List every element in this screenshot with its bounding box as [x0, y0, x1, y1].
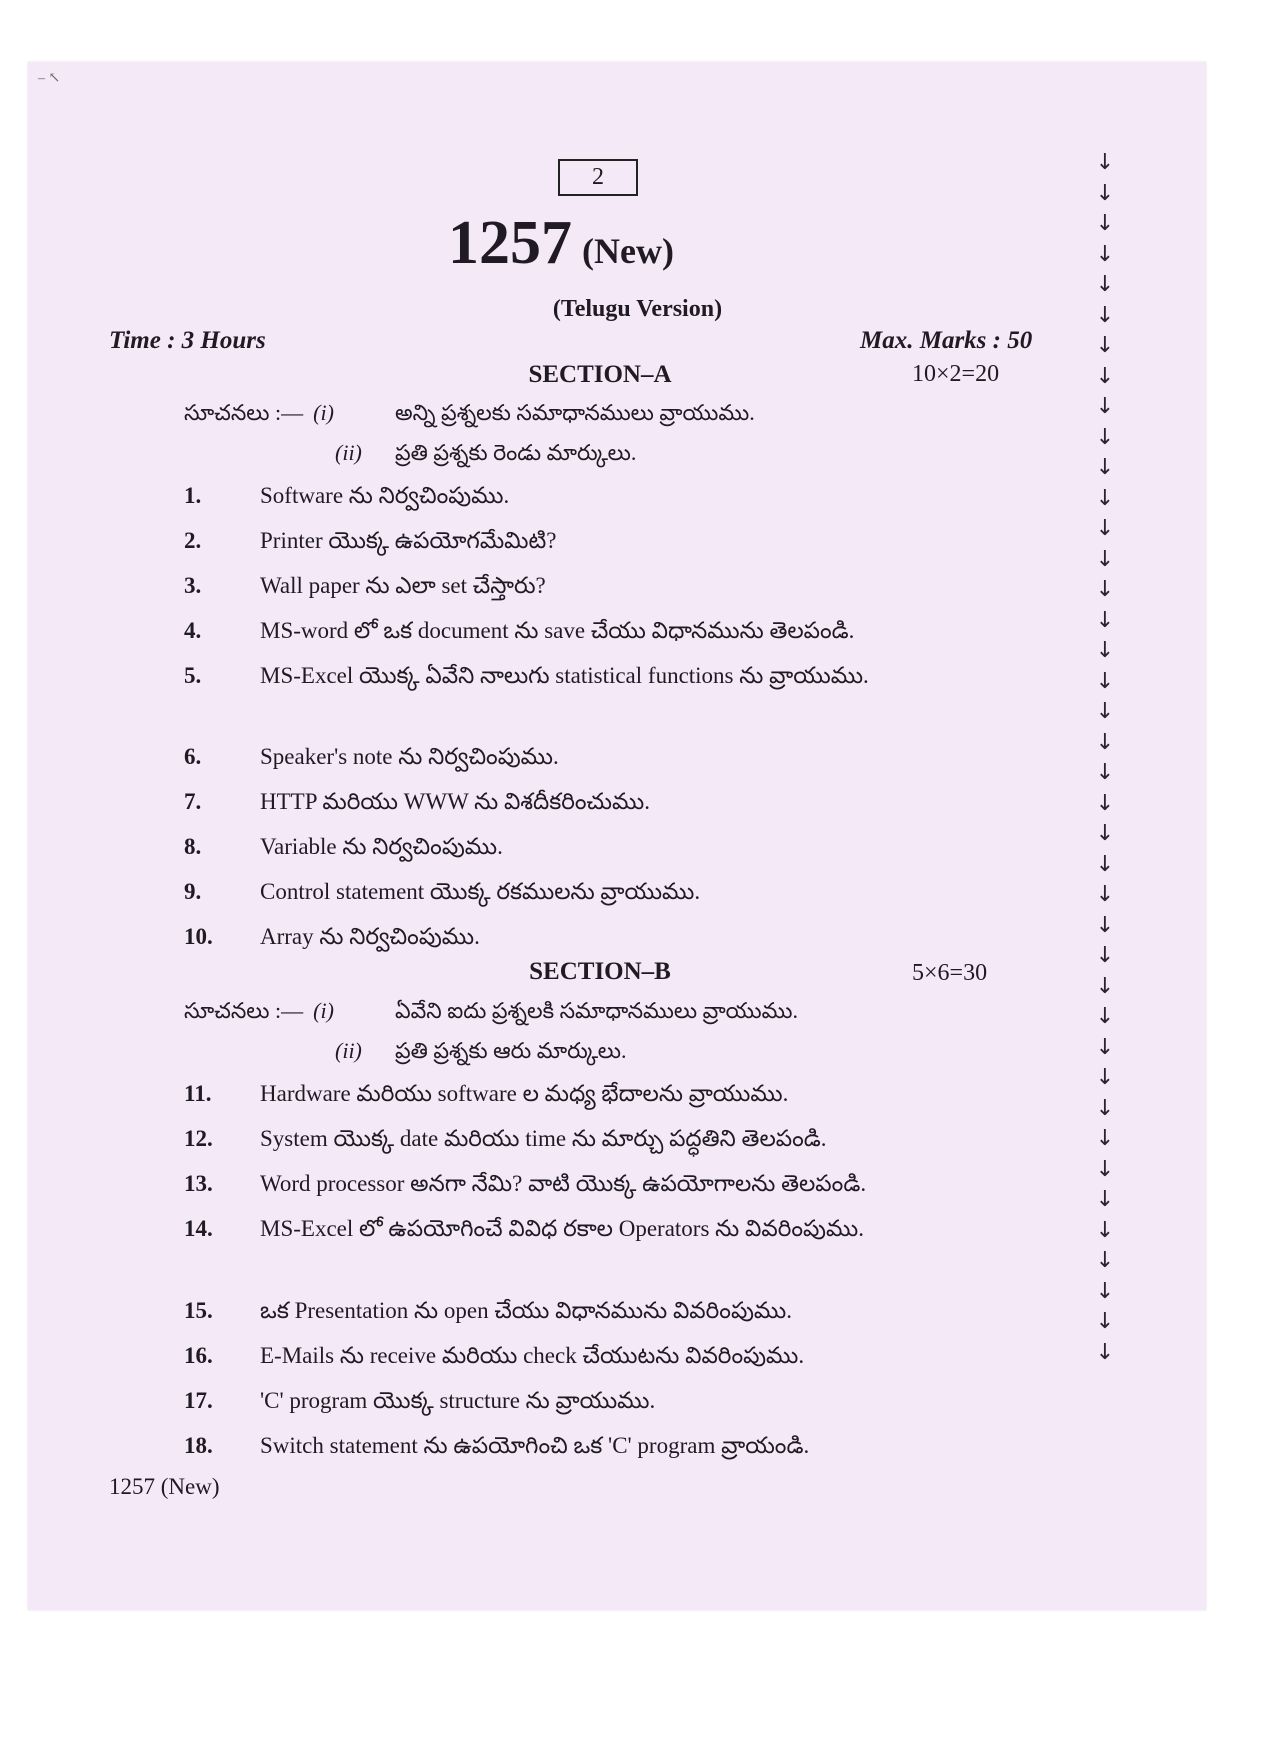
- margin-arrow-icon: ↓: [1095, 485, 1115, 511]
- note-text: అన్ని ప్రశ్నలకు సమాధానములు వ్రాయుము.: [395, 400, 755, 425]
- paper-code-heading: [448, 208, 674, 279]
- question-text: Variable ను నిర్వచింపుము.: [260, 834, 503, 859]
- margin-arrow-icon: ↓: [1095, 668, 1115, 694]
- time-label: Time : 3 Hours: [109, 327, 266, 354]
- question-text: ఒక Presentation ను open చేయు విధానమును వివరింపుము.: [260, 1298, 792, 1323]
- question-number: 10.: [184, 924, 213, 949]
- paper-code: 1257: [448, 209, 572, 277]
- margin-arrow-icon: ↓: [1095, 424, 1115, 450]
- note-text: ప్రతి ప్రశ్నకు ఆరు మార్కులు.: [395, 1038, 627, 1063]
- margin-arrow-icon: ↓: [1095, 241, 1115, 267]
- margin-arrow-icon: ↓: [1095, 150, 1115, 175]
- section-a-note: [184, 400, 334, 431]
- margin-arrow-icon: ↓: [1095, 1156, 1115, 1182]
- question-number: 9.: [184, 879, 202, 904]
- margin-arrow-icon: ↓: [1095, 882, 1115, 907]
- question-text: Software ను నిర్వచింపుము.: [260, 483, 510, 508]
- question-text: Switch statement ను ఉపయోగించి ఒక 'C' program వ్రాయండి.: [260, 1433, 810, 1458]
- margin-arrow-icon: ↓: [1095, 1095, 1115, 1121]
- question-number: 7.: [184, 789, 202, 814]
- margin-arrow-icon: ↓: [1095, 363, 1115, 389]
- question-number: 4.: [184, 618, 202, 643]
- question-number: 2.: [184, 528, 202, 553]
- note-roman: (ii): [335, 1038, 362, 1063]
- paper-code-suffix: (New): [582, 231, 674, 271]
- question-number: 16.: [184, 1343, 213, 1368]
- margin-arrow-icon: ↓: [1095, 272, 1115, 297]
- question-number: 1.: [184, 483, 202, 508]
- margin-arrow-icon: ↓: [1095, 1278, 1115, 1304]
- margin-arrow-icon: ↓: [1095, 912, 1115, 938]
- margin-arrow-icon: ↓: [1095, 1126, 1115, 1151]
- margin-arrow-icon: ↓: [1095, 1065, 1115, 1090]
- question-text: HTTP మరియు WWW ను విశదీకరించుము.: [260, 789, 650, 814]
- question-text: MS-Excel యొక్క ఏవేని నాలుగు statistical functions ను వ్రాయుము.: [260, 663, 869, 688]
- corner-mark: – ↖: [38, 71, 61, 86]
- question-number: 12.: [184, 1126, 213, 1151]
- margin-arrow-icon: ↓: [1095, 211, 1115, 236]
- margin-arrow-icon: ↓: [1095, 638, 1115, 663]
- margin-arrow-icon: ↓: [1095, 729, 1115, 755]
- margin-arrow-icon: ↓: [1095, 1004, 1115, 1029]
- margin-arrow-icon: ↓: [1095, 1309, 1115, 1334]
- margin-arrow-icon: ↓: [1095, 455, 1115, 480]
- footer-paper-code: 1257 (New): [109, 1474, 220, 1499]
- version-label: (Telugu Version): [552, 296, 723, 322]
- note-roman: (i): [313, 400, 334, 425]
- note-text: ఏవేని ఐదు ప్రశ్నలకి సమాధానములు వ్రాయుము.: [395, 998, 798, 1023]
- note-roman: (i): [313, 998, 334, 1023]
- margin-arrow-icon: ↓: [1095, 546, 1115, 572]
- question-number: 6.: [184, 744, 202, 769]
- margin-arrow-icon: ↓: [1095, 302, 1115, 328]
- margin-arrow-icon: ↓: [1095, 821, 1115, 846]
- margin-arrow-icon: ↓: [1095, 607, 1115, 633]
- margin-arrow-icon: ↓: [1095, 851, 1115, 877]
- note-roman: (ii): [335, 440, 362, 465]
- margin-arrow-icon: ↓: [1095, 1217, 1115, 1243]
- section-b-note: [184, 998, 334, 1029]
- question-number: 15.: [184, 1298, 213, 1323]
- question-text: Wall paper ను ఎలా set చేస్తారు?: [260, 573, 546, 598]
- note-text: ప్రతి ప్రశ్నకు రెండు మార్కులు.: [395, 440, 637, 465]
- section-a-title: SECTION–A: [528, 361, 672, 388]
- question-number: 3.: [184, 573, 202, 598]
- question-text: E-Mails ను receive మరియు check చేయుటను వివరింపుము.: [260, 1343, 805, 1368]
- margin-arrow-icon: ↓: [1095, 333, 1115, 358]
- margin-arrow-icon: ↓: [1095, 943, 1115, 968]
- question-text: Printer యొక్క ఉపయోగమేమిటి?: [260, 528, 557, 553]
- margin-arrow-icon: ↓: [1095, 516, 1115, 541]
- margin-arrow-icon: ↓: [1095, 1248, 1115, 1273]
- question-text: Array ను నిర్వచింపుము.: [260, 924, 480, 949]
- question-text: 'C' program యొక్క structure ను వ్రాయుము.: [260, 1388, 656, 1413]
- section-b-title: SECTION–B: [529, 958, 671, 985]
- margin-arrow-icon: ↓: [1095, 699, 1115, 724]
- margin-arrow-icon: ↓: [1095, 1034, 1115, 1060]
- margin-arrow-icon: ↓: [1095, 790, 1115, 816]
- margin-arrow-icon: ↓: [1095, 577, 1115, 602]
- question-number: 18.: [184, 1433, 213, 1458]
- question-number: 5.: [184, 663, 202, 688]
- question-text: Control statement యొక్క రకములను వ్రాయుము.: [260, 879, 701, 904]
- question-number: 14.: [184, 1216, 213, 1241]
- margin-arrow-icon: ↓: [1095, 1187, 1115, 1212]
- question-text: MS-Excel లో ఉపయోగించే వివిధ రకాల Operators ను వివరింపుము.: [260, 1216, 865, 1241]
- note-label: సూచనలు :—: [184, 998, 304, 1023]
- question-number: 13.: [184, 1171, 213, 1196]
- max-marks-label: Max. Marks : 50: [860, 327, 1033, 354]
- question-number: 17.: [184, 1388, 213, 1413]
- question-text: Speaker's note ను నిర్వచింపుము.: [260, 744, 559, 769]
- section-a-marks: 10×2=20: [912, 361, 1000, 387]
- section-b-marks: 5×6=30: [912, 960, 988, 986]
- question-text: MS-word లో ఒక document ను save చేయు విధానమును తెలపండి.: [260, 618, 855, 643]
- margin-arrow-icon: ↓: [1095, 760, 1115, 785]
- margin-arrow-icon: ↓: [1095, 973, 1115, 999]
- question-number: 8.: [184, 834, 202, 859]
- page-number-box: 2: [558, 159, 638, 196]
- note-label: సూచనలు :—: [184, 400, 304, 425]
- question-text: Hardware మరియు software ల మధ్య భేదాలను వ్రాయుము.: [260, 1081, 789, 1106]
- margin-arrow-icon: ↓: [1095, 394, 1115, 419]
- margin-arrow-icon: ↓: [1095, 180, 1115, 206]
- question-text: Word processor అనగా నేమి? వాటి యొక్క ఉపయోగాలను తెలపండి.: [260, 1171, 867, 1196]
- question-text: System యొక్క date మరియు time ను మార్చు పద్ధతిని తెలపండి.: [260, 1126, 827, 1151]
- margin-arrow-icon: ↓: [1095, 1339, 1115, 1365]
- question-number: 11.: [184, 1081, 212, 1106]
